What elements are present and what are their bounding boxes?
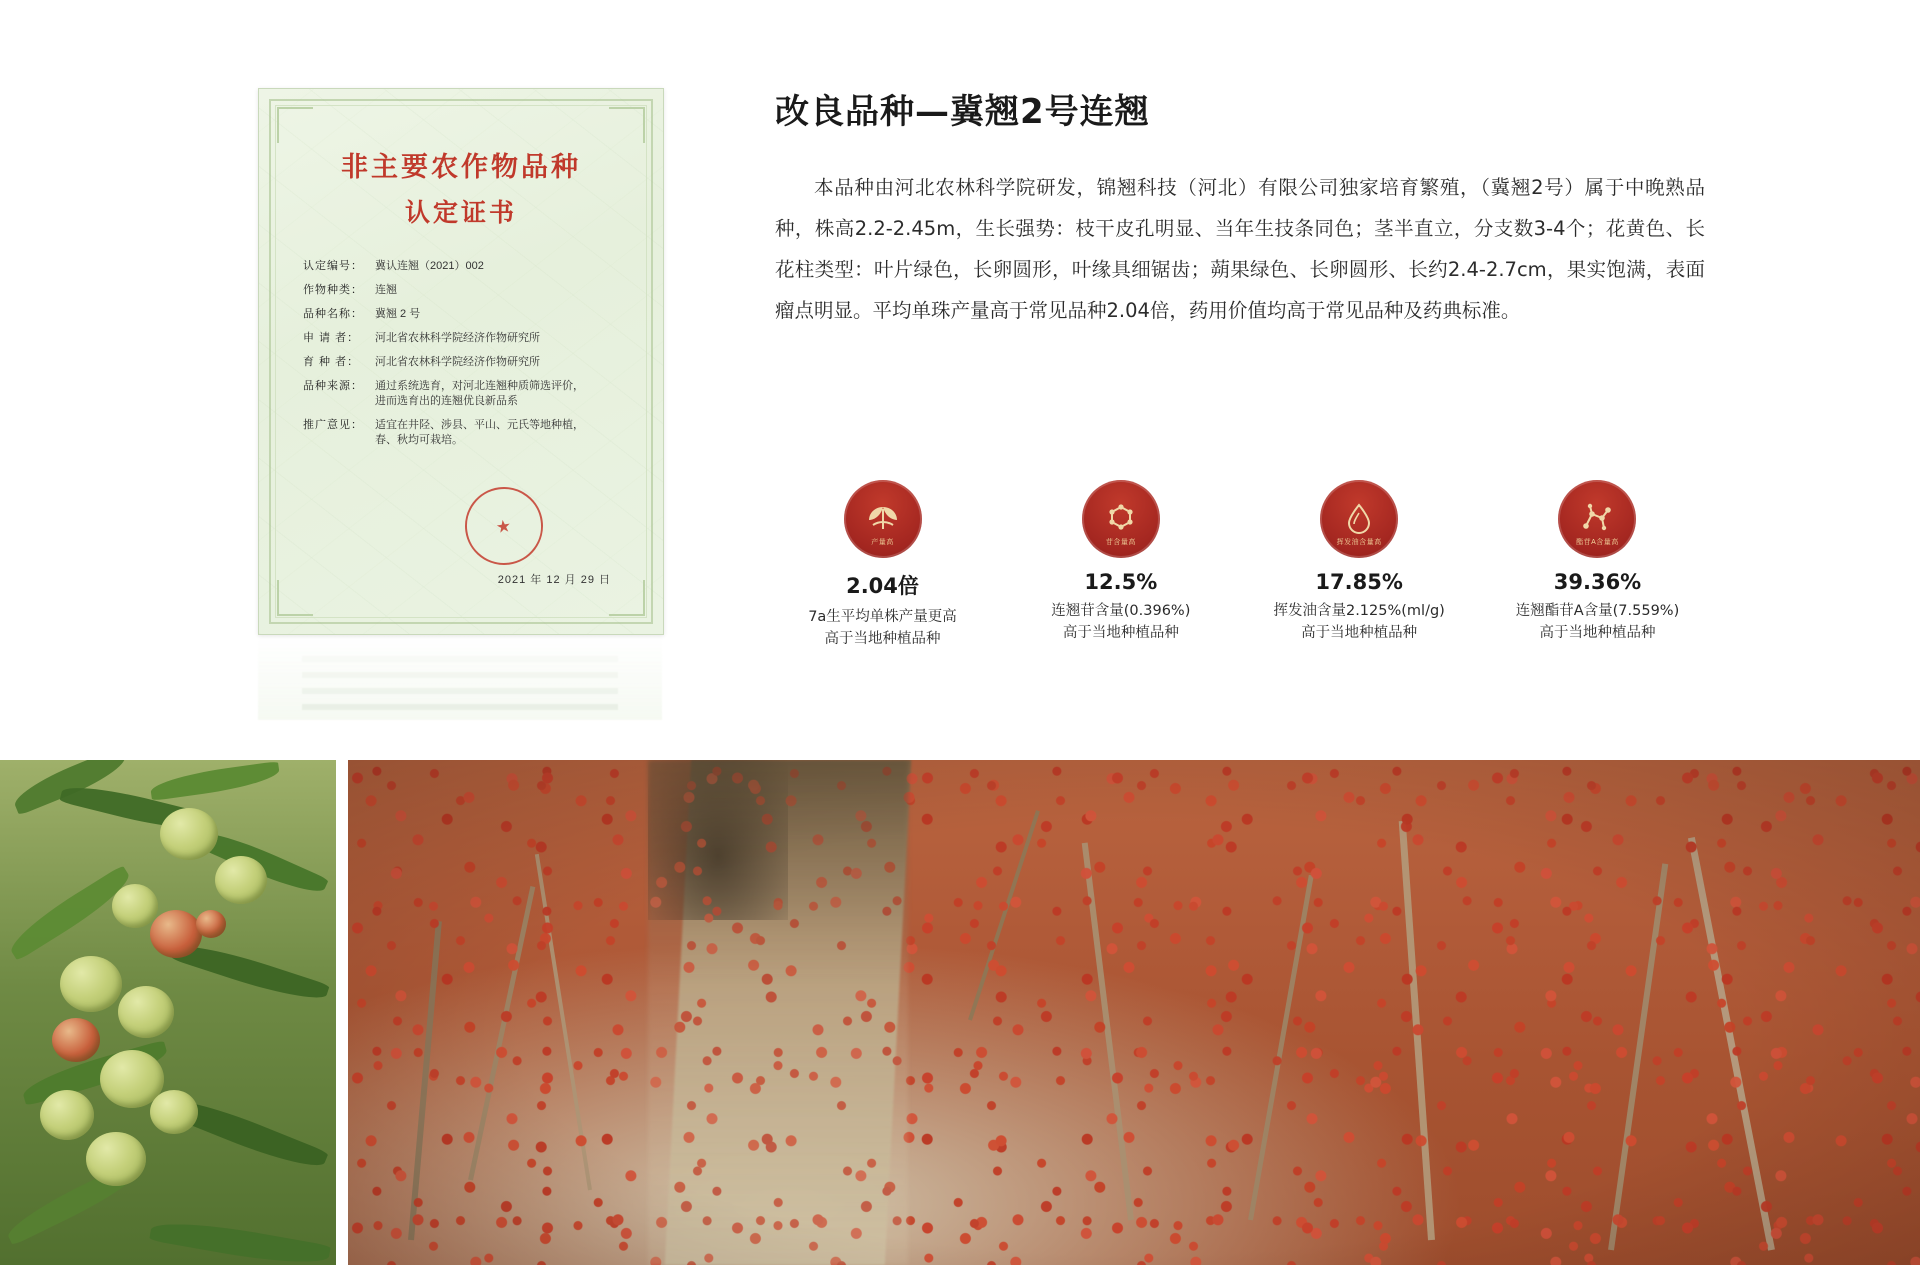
certificate-field-label: 申 请 者：: [303, 332, 360, 344]
certificate-title-line2: 认定证书: [404, 198, 517, 227]
ester-molecule-icon: [1558, 480, 1636, 558]
photo-canvas: [0, 760, 336, 1265]
certificate-field-value-main: 冀翘 2 号: [375, 308, 421, 320]
certificate-field-value-second: 进而选育出的连翘优良新品系: [375, 395, 518, 407]
certificate-field-row: [303, 418, 627, 448]
stat-description-line2: 高于当地种植品种: [1539, 625, 1656, 641]
certificate-field-value: [375, 259, 627, 274]
certificate-fields: [303, 259, 627, 457]
certificate-field-value: [375, 379, 627, 409]
red-fruit-orchard-photo: [348, 760, 1920, 1265]
certificate-date: 2021 年 12 月 29 日: [497, 574, 611, 586]
stat-description: [1013, 600, 1228, 644]
stat-description-line1: 连翘苷含量(0.396%): [1051, 603, 1191, 619]
certificate-corner-ornament: [277, 580, 313, 616]
certificate-corner-ornament: [609, 580, 645, 616]
stat-value: 12.5%: [1084, 570, 1158, 594]
stat-description-line2: 高于当地种植品种: [824, 631, 941, 647]
stat-item-ester-glycoside: [1490, 480, 1705, 650]
certificate-field-value-main: 通过系统选育，对河北连翘种质筛选评价，: [375, 380, 584, 392]
certificate-corner-ornament: [277, 107, 313, 143]
stat-value: 2.04倍: [846, 574, 919, 598]
stat-description: [1252, 600, 1467, 644]
stat-badge-caption: 挥发油含量高: [1336, 539, 1382, 546]
certificate-field-label: 认定编号：: [303, 260, 363, 272]
certificate-field-value-main: 河北省农林科学院经济作物研究所: [375, 356, 540, 368]
green-fruit-branch-photo: [0, 760, 336, 1265]
article-content: [775, 84, 1705, 331]
certificate-reflection: [258, 636, 662, 720]
certificate-field-label: 品种来源：: [303, 380, 363, 392]
certificate-field-label: 作物种类：: [303, 284, 363, 296]
certificate-field-value-main: 冀认连翘（2021）002: [375, 260, 484, 272]
certificate-image: [258, 88, 662, 648]
stat-value: 39.36%: [1553, 570, 1642, 594]
certificate-field-row: [303, 355, 627, 370]
certificate-field-label: 品种名称：: [303, 308, 363, 320]
stats-row: [775, 480, 1705, 650]
photo-canvas: [348, 760, 1920, 1265]
certificate-title-line1: 非主要农作物品种: [341, 152, 581, 183]
stat-badge-caption: 产量高: [871, 539, 894, 546]
stat-description-line1: 挥发油含量2.125%(ml/g): [1273, 603, 1445, 619]
description-paragraph: 本品种由河北农林科学院研发，锦翘科技（河北）有限公司独家培育繁殖，（冀翘2号）属于中晚熟品种，株高2.2-2.45m，生长强势：枝干皮孔明显、当年生技条同色；茎半直立，分支数3-4个；花黄色、长花柱类型：叶片绿色，长卵圆形，叶缘具细锯齿；蒴果绿色、长卵圆形、长约2.4-2.7cm，果实饱满，表面瘤点明显。平均单珠产量高于常见品种2.04倍，药用价值均高于常见品种及药典标准。: [775, 176, 1705, 322]
stat-description-line2: 高于当地种植品种: [1301, 625, 1418, 641]
stat-description-line1: 7a生平均单株产量更高: [808, 609, 957, 625]
certificate-field-row: [303, 379, 627, 409]
certificate-field-value-main: 适宜在井陉、涉县、平山、元氏等地种植，: [375, 419, 584, 431]
certificate-field-row: [303, 259, 627, 274]
certificate-field-value-second: 春、秋均可栽培。: [375, 434, 463, 446]
stat-badge-caption: 酯苷A含量高: [1576, 539, 1619, 546]
leaf-yield-icon: [844, 480, 922, 558]
certificate-field-row: [303, 283, 627, 298]
certificate-card: [258, 88, 664, 635]
seal-star-icon: ★: [494, 515, 514, 537]
certificate-field-value-main: 河北省农林科学院经济作物研究所: [375, 332, 540, 344]
stat-value: 17.85%: [1315, 570, 1403, 594]
certificate-field-label: 育 种 者：: [303, 356, 360, 368]
certificate-field-label: 推广意见：: [303, 419, 363, 431]
certificate-field-row: [303, 307, 627, 322]
certificate-field-value: [375, 307, 627, 322]
oil-drop-icon: [1320, 480, 1398, 558]
certificate-field-value-main: 连翘: [375, 284, 397, 296]
stat-item-yield: [775, 480, 990, 650]
stat-badge-caption: 苷含量高: [1105, 539, 1136, 546]
stat-description-line1: 连翘酯苷A含量(7.559%): [1515, 603, 1680, 619]
stat-item-volatile-oil: [1252, 480, 1467, 650]
stat-description-line2: 高于当地种植品种: [1062, 625, 1179, 641]
molecule-glycoside-icon: [1082, 480, 1160, 558]
certificate-field-value: [375, 331, 627, 346]
certificate-field-value: [375, 283, 627, 298]
photo-strip: [0, 760, 1920, 1265]
page-title: 改良品种—冀翘2号连翘: [775, 92, 1150, 132]
certificate-field-value: [375, 355, 627, 370]
stat-description: [775, 606, 990, 650]
certificate-field-row: [303, 331, 627, 346]
certificate-field-value: [375, 418, 627, 448]
stat-description: [1490, 600, 1705, 644]
certificate-corner-ornament: [609, 107, 645, 143]
stat-item-glycoside: [1013, 480, 1228, 650]
